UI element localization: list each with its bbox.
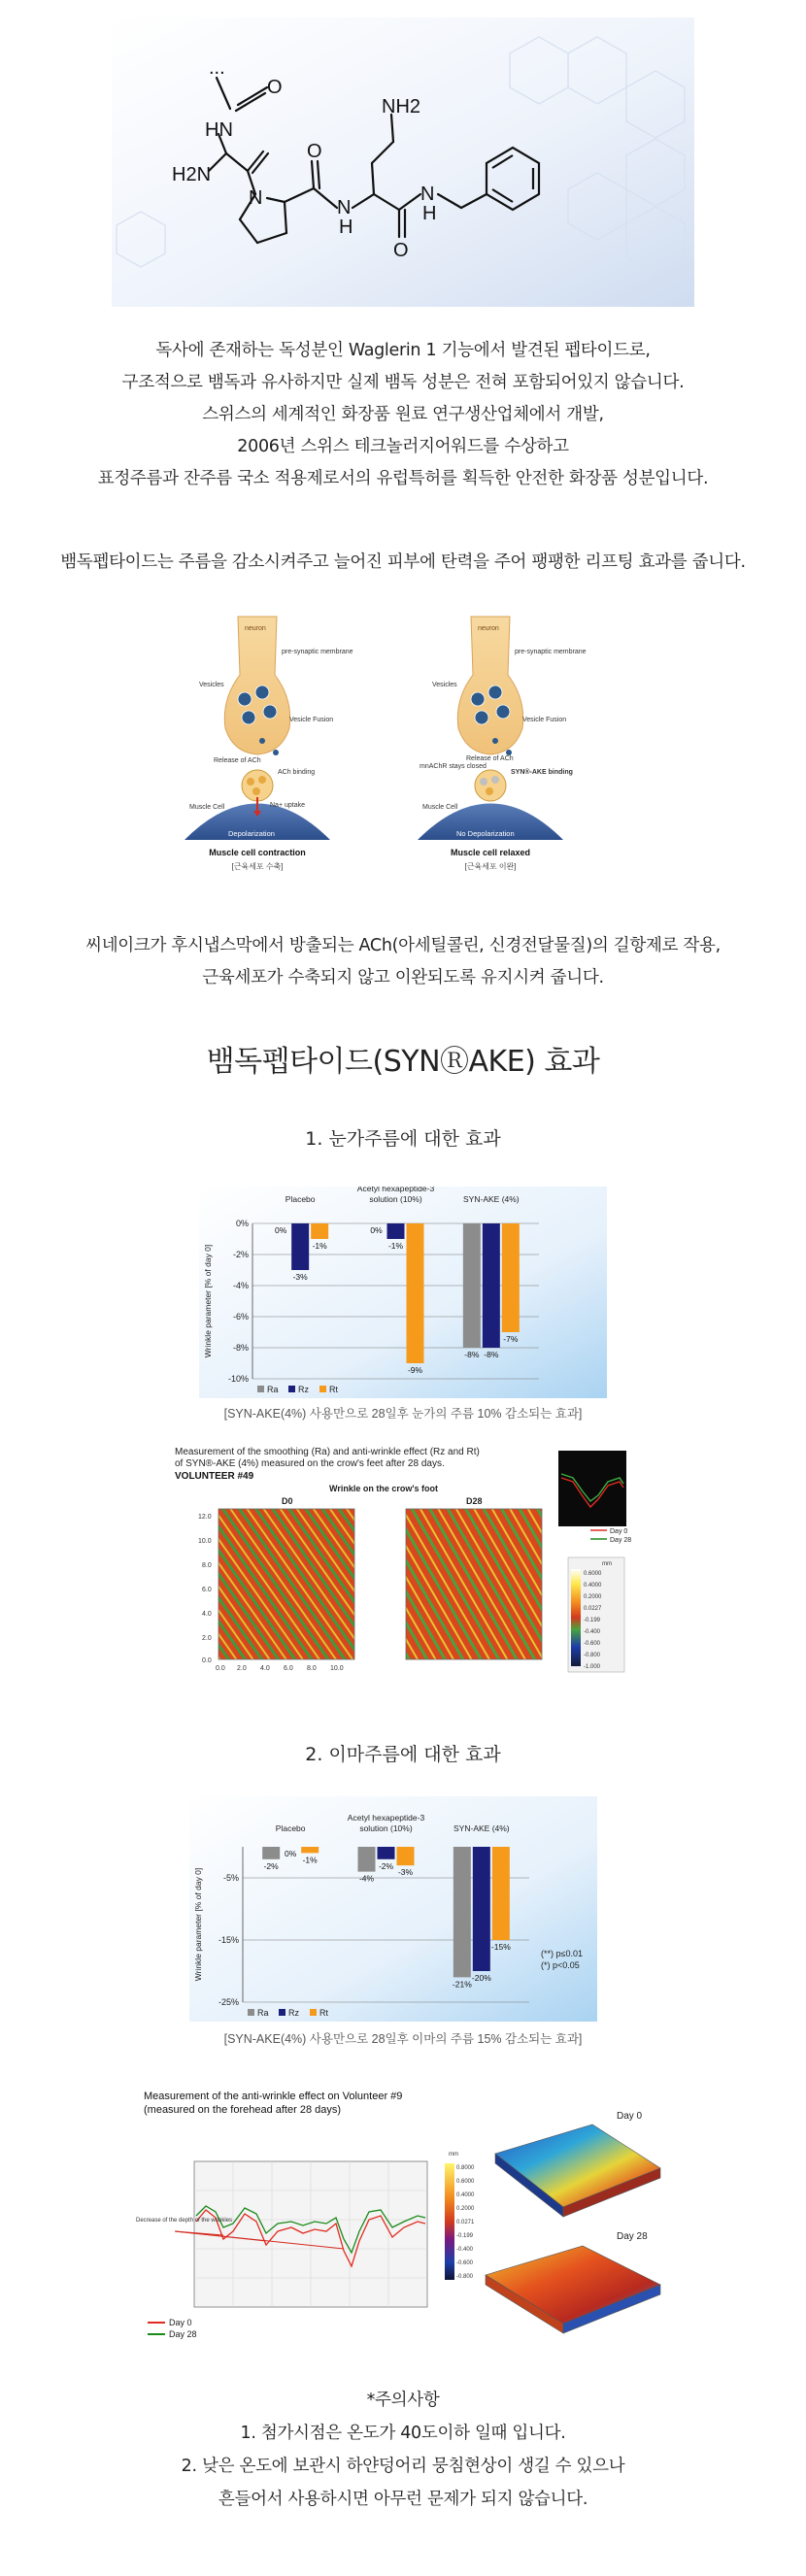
forehead-scale-value: -0.199 bbox=[456, 2233, 474, 2239]
presyn-label: pre-synaptic membrane bbox=[282, 649, 353, 655]
atom-label-n3: N bbox=[420, 184, 435, 205]
eye-caption: [SYN-AKE(4%) 사용만으로 28일후 눈가의 주름 10% 감소되는 효과] bbox=[223, 1407, 583, 1421]
atom-label-nh2: NH2 bbox=[382, 96, 421, 117]
neuron-label: neuron bbox=[245, 625, 266, 632]
legend-swatch-rz bbox=[288, 1386, 295, 1392]
legend-label: Rz bbox=[288, 2008, 299, 2018]
relaxed-panel bbox=[418, 617, 587, 871]
crow-scale-value: -0.800 bbox=[584, 1653, 601, 1658]
legend-label: Ra bbox=[257, 2008, 269, 2018]
cautions-title: *주의사항 bbox=[366, 2391, 440, 2410]
forehead-wrinkle-chart bbox=[189, 1796, 597, 2022]
relaxed-title: Muscle cell relaxed bbox=[450, 848, 531, 857]
forehead-scale-value: -0.400 bbox=[456, 2247, 474, 2253]
intro-line: 2006년 스위스 테크놀러지어워드를 수상하고 bbox=[237, 437, 569, 456]
atom-label-o3: O bbox=[393, 240, 409, 261]
bar-ra bbox=[453, 1847, 471, 1977]
bar-rt bbox=[311, 1223, 328, 1239]
relaxed-subtitle: [근육세포 이완] bbox=[464, 862, 517, 871]
y-axis-label: Wrinkle parameter [% of day 0] bbox=[203, 1244, 213, 1358]
legend-label: Rz bbox=[298, 1385, 309, 1394]
forehead-caption: [SYN-AKE(4%) 사용만으로 28일후 이마의 주름 15% 감소되는 효과] bbox=[223, 2032, 583, 2046]
forehead-annotation: Decrease of the depth of the wrinkles bbox=[136, 2218, 233, 2224]
crow-scale-unit: mm bbox=[602, 1561, 612, 1567]
data-label: -3% bbox=[397, 1867, 414, 1878]
intro-summary: 뱀독펩타이드는 주름을 감소시켜주고 늘어진 피부에 탄력을 주어 팽팽한 리프팅 효과를 줍니다. bbox=[60, 552, 746, 572]
crow-scale-value: 0.4000 bbox=[584, 1583, 602, 1589]
atom-label-hn: HN bbox=[205, 119, 233, 141]
intro-line: 독사에 존재하는 독성분인 Waglerin 1 기능에서 발견된 펩타이드로, bbox=[155, 341, 651, 360]
legend-label: Ra bbox=[267, 1385, 279, 1394]
crow-legend-day28: Day 28 bbox=[610, 1537, 631, 1544]
bar-rt bbox=[502, 1223, 520, 1332]
data-label: -1% bbox=[312, 1241, 327, 1251]
forehead-measurement bbox=[136, 2086, 670, 2346]
crow-x-tick: 2.0 bbox=[237, 1665, 247, 1672]
crow-d0-label: D0 bbox=[282, 1496, 293, 1506]
crow-y-tick: 6.0 bbox=[202, 1587, 212, 1593]
release-label: Release of ACh bbox=[466, 755, 514, 762]
crow-y-tick: 10.0 bbox=[198, 1538, 212, 1545]
bar-rz bbox=[378, 1847, 395, 1859]
legend-swatch-ra bbox=[257, 1386, 264, 1392]
intro-paragraph bbox=[0, 335, 806, 495]
forehead-wrinkle-chart-svg bbox=[189, 1796, 597, 2022]
data-label: -15% bbox=[490, 1942, 511, 1952]
data-label: -2% bbox=[263, 1860, 279, 1871]
crow-x-tick: 8.0 bbox=[307, 1665, 317, 1672]
bar-rt bbox=[301, 1847, 319, 1853]
forehead-color-scale bbox=[445, 2163, 454, 2280]
atom-label-o2: O bbox=[307, 141, 322, 162]
legend-label: Rt bbox=[329, 1385, 338, 1394]
y-tick-label: -2% bbox=[232, 1250, 249, 1259]
forehead-scale-value: -0.600 bbox=[456, 2260, 474, 2266]
atom-label-n2: N bbox=[337, 197, 352, 218]
y-tick-label: -25% bbox=[218, 1997, 239, 2007]
y-tick-label: -15% bbox=[218, 1935, 239, 1945]
crow-scale-value: 0.6000 bbox=[584, 1571, 602, 1577]
atom-label-n-pro: N bbox=[249, 187, 263, 209]
eye-section-title: 1. 눈가주름에 대한 효과 bbox=[305, 1128, 501, 1150]
mechanism-diagram bbox=[185, 607, 621, 879]
crow-scale-value: 0.2000 bbox=[584, 1594, 602, 1600]
synake-binding-label: SYN®-AKE binding bbox=[511, 769, 573, 776]
y-tick-label: -6% bbox=[232, 1312, 249, 1321]
no-depolarization-label: No Depolarization bbox=[456, 829, 515, 838]
na-uptake-label: Na+ uptake bbox=[270, 802, 305, 809]
crow-x-tick: 10.0 bbox=[330, 1665, 344, 1672]
crow-color-scale bbox=[571, 1569, 581, 1666]
forehead-meas-title: Measurement of the anti-wrinkle effect on Volunteer #9 bbox=[144, 2091, 403, 2102]
caution-line: 흔들어서 사용하시면 아무런 문제가 되지 않습니다. bbox=[218, 2490, 588, 2509]
crow-x-tick: 4.0 bbox=[260, 1665, 270, 1672]
crow-scale-value: 0.0227 bbox=[584, 1606, 602, 1612]
crow-y-tick: 4.0 bbox=[202, 1611, 212, 1618]
data-label: -1% bbox=[302, 1855, 318, 1865]
surface-day0-label: Day 0 bbox=[617, 2111, 643, 2122]
legend-swatch-rt bbox=[319, 1386, 326, 1392]
crow-title-line: Measurement of the smoothing (Ra) and anti-wrinkle effect (Rz and Rt) bbox=[175, 1447, 480, 1457]
mnachr-closed-label: mnAChR stays closed bbox=[420, 763, 487, 770]
crow-scale-values bbox=[584, 1571, 602, 1670]
crow-legend-day0: Day 0 bbox=[610, 1528, 628, 1535]
category-label: solution (10%) bbox=[369, 1194, 422, 1204]
crow-scale-value: -0.600 bbox=[584, 1641, 601, 1647]
depolarization-label: Depolarization bbox=[228, 829, 275, 838]
data-label: -4% bbox=[358, 1873, 375, 1884]
data-label: -3% bbox=[292, 1272, 308, 1282]
significance-note: (*) p<0.05 bbox=[541, 1960, 580, 1970]
forehead-legend-day0: Day 0 bbox=[169, 2318, 192, 2327]
bar-rt bbox=[407, 1223, 424, 1363]
cautions-section bbox=[0, 2384, 806, 2516]
forehead-scale-value: 0.4000 bbox=[456, 2192, 475, 2198]
data-label: 0% bbox=[370, 1225, 383, 1235]
forehead-scale-unit: mm bbox=[449, 2152, 458, 2158]
data-label: -2% bbox=[378, 1860, 394, 1871]
crow-d28-label: D28 bbox=[466, 1496, 483, 1506]
vesicles-label: Vesicles bbox=[199, 682, 224, 688]
atom-label-ellipsis: ... bbox=[209, 57, 225, 79]
intro-line: 표정주름과 잔주름 국소 적용제로서의 유럽특허를 획득한 안전한 화장품 성분입니다. bbox=[97, 469, 709, 488]
fusion-label: Vesicle Fusion bbox=[522, 717, 567, 723]
bar-rt bbox=[492, 1847, 510, 1940]
y-tick-label: -5% bbox=[222, 1873, 239, 1883]
legend-swatch-ra bbox=[248, 2009, 254, 2016]
contraction-panel bbox=[185, 617, 353, 871]
forehead-meas-title: (measured on the forehead after 28 days) bbox=[144, 2104, 342, 2116]
forehead-scale-value: -0.800 bbox=[456, 2274, 474, 2280]
crow-y-tick: 0.0 bbox=[202, 1657, 212, 1664]
caution-line: 2. 낮은 온도에 보관시 하얀덩어리 뭉침현상이 생길 수 있으나 bbox=[181, 2457, 625, 2476]
crow-scale-value: -0.400 bbox=[584, 1629, 601, 1635]
atom-label-h2n: H2N bbox=[172, 164, 212, 185]
legend-swatch-rt bbox=[310, 2009, 317, 2016]
category-label: Placebo bbox=[285, 1194, 316, 1204]
y-tick-label: -10% bbox=[227, 1374, 249, 1384]
fusion-label: Vesicle Fusion bbox=[289, 717, 334, 723]
atom-label-h3: H bbox=[422, 203, 437, 224]
release-label: Release of ACh bbox=[214, 757, 261, 764]
data-label: -8% bbox=[484, 1350, 499, 1359]
effects-title: 뱀독펩타이드(SYNⓇAKE) 효과 bbox=[206, 1045, 600, 1079]
data-label: -20% bbox=[471, 1973, 491, 1983]
chart-background bbox=[199, 1187, 607, 1398]
category-label: SYN-AKE (4%) bbox=[453, 1823, 510, 1833]
mechanism-description bbox=[0, 930, 806, 994]
crows-feet-measurement bbox=[175, 1443, 631, 1695]
y-tick-label: 0% bbox=[235, 1219, 249, 1228]
bar-ra bbox=[358, 1847, 376, 1872]
crow-panel-title: Wrinkle on the crow's foot bbox=[329, 1484, 438, 1493]
surface-day28-label: Day 28 bbox=[617, 2231, 648, 2242]
hero-molecule-banner bbox=[112, 17, 694, 307]
crow-x-tick: 0.0 bbox=[216, 1665, 225, 1672]
data-label: 0% bbox=[285, 1849, 297, 1858]
atom-label-o1: O bbox=[267, 77, 283, 98]
data-label: -21% bbox=[452, 1979, 472, 1990]
significance-note: (**) p≤0.01 bbox=[541, 1949, 583, 1958]
atom-label-h2: H bbox=[339, 217, 353, 238]
neuron-label: neuron bbox=[478, 625, 499, 632]
data-label: -7% bbox=[503, 1334, 519, 1344]
bar-ra bbox=[463, 1223, 481, 1348]
forehead-section-title: 2. 이마주름에 대한 효과 bbox=[305, 1744, 501, 1765]
bar-rz bbox=[387, 1223, 405, 1239]
data-label: -8% bbox=[464, 1350, 480, 1359]
crow-scale-value: -1.000 bbox=[584, 1664, 601, 1670]
forehead-legend-day28: Day 28 bbox=[169, 2329, 197, 2339]
bar-ra bbox=[262, 1847, 280, 1859]
bar-rt bbox=[397, 1847, 415, 1865]
bar-rz bbox=[473, 1847, 490, 1971]
crow-y-tick: 8.0 bbox=[202, 1562, 212, 1569]
y-axis-label: Wrinkle parameter [% of day 0] bbox=[193, 1867, 203, 1982]
muscle-cell-label: Muscle Cell bbox=[189, 804, 225, 811]
category-label: Acetyl hexapeptide-3 bbox=[356, 1187, 435, 1193]
mechanism-line: 근육세포가 수축되지 않고 이완되도록 유지시켜 줍니다. bbox=[202, 968, 604, 987]
data-label: 0% bbox=[275, 1225, 287, 1235]
category-label: Acetyl hexapeptide-3 bbox=[347, 1813, 425, 1823]
y-tick-label: -8% bbox=[232, 1343, 249, 1353]
crow-scale-value: -0.199 bbox=[584, 1618, 601, 1623]
contraction-title: Muscle cell contraction bbox=[209, 848, 306, 857]
caution-line: 1. 첨가시점은 온도가 40도이하 일때 입니다. bbox=[240, 2424, 566, 2443]
eye-wrinkle-chart bbox=[199, 1187, 607, 1398]
crow-title-line: of SYN®-AKE (4%) measured on the crow's feet after 28 days. bbox=[175, 1458, 445, 1469]
legend-swatch-rz bbox=[279, 2009, 285, 2016]
intro-line: 구조적으로 뱀독과 유사하지만 실제 뱀독 성분은 전혀 포함되어있지 않습니다. bbox=[121, 373, 685, 392]
bar-rz bbox=[483, 1223, 500, 1348]
crow-y-tick: 2.0 bbox=[202, 1635, 212, 1642]
bar-rz bbox=[291, 1223, 309, 1270]
forehead-scale-value: 0.2000 bbox=[456, 2206, 475, 2212]
forehead-scale-value: 0.6000 bbox=[456, 2179, 475, 2185]
muscle-cell-label: Muscle Cell bbox=[422, 804, 458, 811]
contraction-subtitle: [근육세포 수축] bbox=[231, 862, 284, 871]
data-label: -9% bbox=[407, 1365, 423, 1375]
data-label: -1% bbox=[387, 1241, 404, 1251]
forehead-scale-value: 0.8000 bbox=[456, 2165, 475, 2171]
legend-label: Rt bbox=[319, 2008, 328, 2018]
mechanism-line: 씨네이크가 후시냅스막에서 방출되는 ACh(아세틸콜린, 신경전달물질)의 길항제로 작용, bbox=[85, 936, 721, 955]
category-label: SYN-AKE (4%) bbox=[463, 1194, 520, 1204]
category-label: Placebo bbox=[275, 1823, 306, 1833]
vesicles-label: Vesicles bbox=[432, 682, 457, 688]
molecule-structure-image bbox=[112, 17, 694, 307]
ach-binding-label: ACh binding bbox=[278, 769, 316, 776]
crow-volunteer-label: VOLUNTEER #49 bbox=[175, 1471, 254, 1482]
y-tick-label: -4% bbox=[232, 1281, 249, 1290]
crow-x-tick: 6.0 bbox=[284, 1665, 293, 1672]
forehead-scale-values bbox=[456, 2165, 475, 2280]
crow-y-tick: 12.0 bbox=[198, 1514, 212, 1521]
intro-line: 스위스의 세계적인 화장품 원료 연구생산업체에서 개발, bbox=[202, 405, 604, 424]
eye-wrinkle-chart-svg bbox=[199, 1187, 607, 1398]
category-label: solution (10%) bbox=[359, 1823, 413, 1833]
forehead-scale-value: 0.0271 bbox=[456, 2220, 475, 2225]
presyn-label: pre-synaptic membrane bbox=[515, 649, 587, 655]
